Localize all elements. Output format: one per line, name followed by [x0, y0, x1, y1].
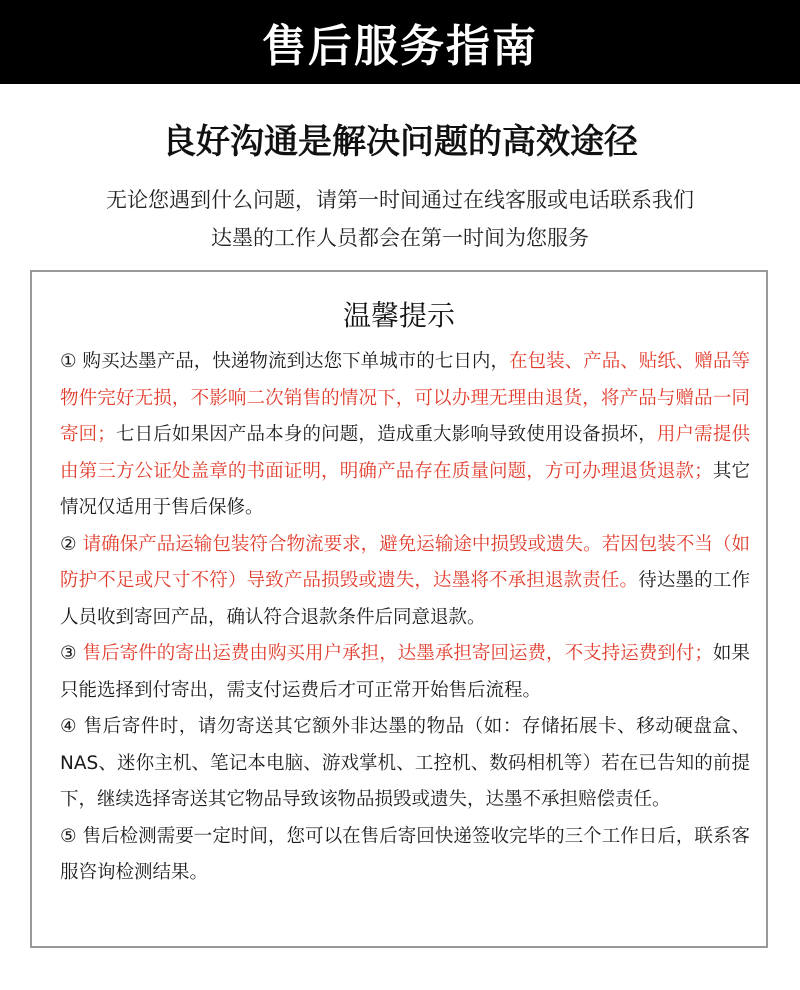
rule-segment: 待达墨的工作人员收到寄回产品，确认符合退款条件后同意退款。	[60, 570, 750, 628]
rule-segment: ⑤ 售后检测需要一定时间，您可以在售后寄回快递签收完毕的三个工作日后，联系客服咨询检测结果。	[60, 825, 750, 883]
rule-segment: ① 购买达墨产品，快递物流到达您下单城市的七日内，	[60, 351, 509, 372]
rule-segment: 其它情况仅适用于售后保修。	[60, 460, 750, 518]
page-title: 售后服务指南	[262, 21, 538, 72]
rule-segment-highlight: 请确保产品运输包装符合物流要求，避免运输途中损毁或遗失。若因包装不当（如防护不足或尺寸不符）导致产品损毁或遗失，达墨将不承担退款责任。	[60, 533, 750, 591]
intro-line-1: 无论您遇到什么问题，请第一时间通过在线客服或电话联系我们	[106, 188, 694, 212]
rule-item-2	[60, 527, 750, 637]
notice-rules	[60, 344, 750, 892]
rule-segment-highlight: 用户需提供由第三方公证处盖章的书面证明，明确产品存在质量问题，方可办理退货退款；	[60, 424, 750, 482]
notice-box	[30, 270, 768, 948]
rule-segment: ④ 售后寄件时，请勿寄送其它额外非达墨的物品（如：存储拓展卡、移动硬盘盒、NAS、迷你主机、笔记本电脑、游戏掌机、工控机、数码相机等）若在已告知的前提下，继续选择寄送其它物品导致该物品损毁或遗失，达墨不承担赔偿责任。	[60, 716, 750, 810]
intro-line-2: 达墨的工作人员都会在第一时间为您服务	[211, 226, 589, 250]
notice-title: 温馨提示	[342, 299, 455, 332]
header-banner	[0, 0, 800, 84]
rule-segment-highlight: 售后寄件的寄出运费由购买用户承担，达墨承担寄回运费，不支持运费到付；	[82, 643, 713, 664]
rule-segment: ②	[60, 533, 83, 555]
intro-text	[0, 181, 800, 257]
rule-item-1	[60, 344, 750, 527]
subtitle: 良好沟通是解决问题的高效途径	[162, 122, 638, 162]
rule-item-3	[60, 636, 750, 709]
rule-segment: 如果只能选择到付寄出，需支付运费后才可正常开始售后流程。	[60, 643, 750, 701]
rule-segment: ③	[60, 643, 83, 664]
rule-segment: 七日后如果因产品本身的问题，造成重大影响导致使用设备损坏，	[115, 424, 657, 445]
rule-item-4	[60, 709, 750, 819]
rule-item-5	[60, 819, 750, 892]
rule-segment-highlight: 在包装、产品、贴纸、赠品等物件完好无损，不影响二次销售的情况下，可以办理无理由退货，将产品与赠品一同寄回；	[60, 351, 750, 445]
